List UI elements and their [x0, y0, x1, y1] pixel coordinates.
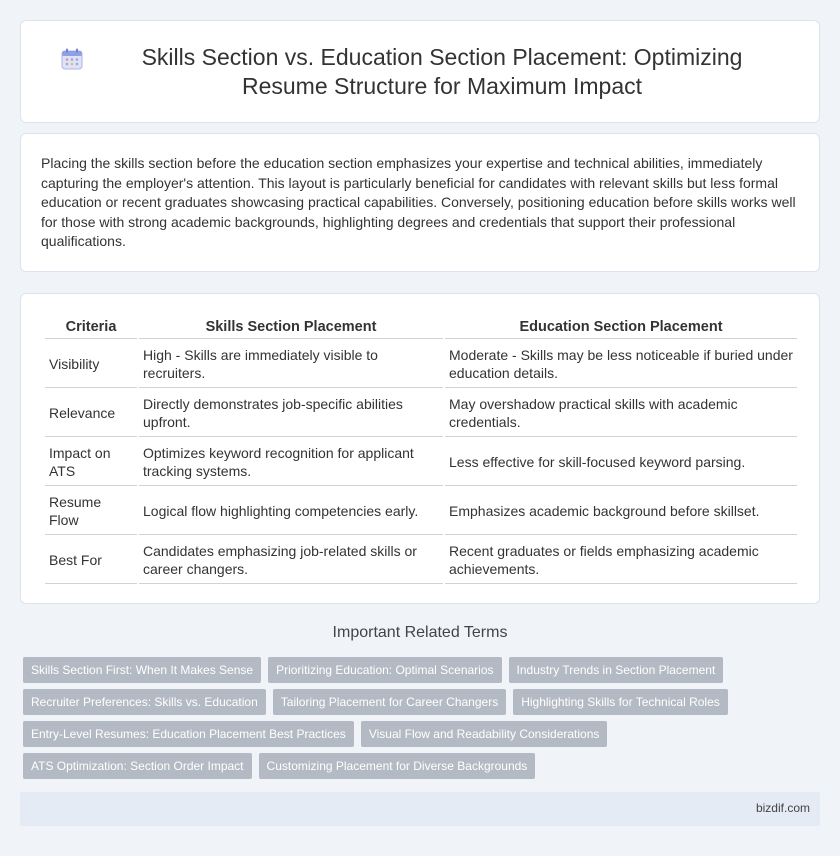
- table-row: [45, 341, 797, 388]
- header-skills-placement: Skills Section Placement: [139, 316, 443, 339]
- skills-cell: Optimizes keyword recognition for applicant tracking systems.: [139, 439, 443, 486]
- table-row: [45, 439, 797, 486]
- title-card: [20, 20, 820, 123]
- skills-cell: Directly demonstrates job-specific abilities upfront.: [139, 390, 443, 437]
- related-term-tag[interactable]: Highlighting Skills for Technical Roles: [513, 689, 728, 715]
- footer: [20, 792, 820, 826]
- page-title: Skills Section vs. Education Section Placement: Optimizing Resume Structure for Maximum Impact: [141, 43, 743, 99]
- education-cell: Emphasizes academic background before skillset.: [445, 488, 797, 535]
- table-row: [45, 537, 797, 584]
- footer-brand[interactable]: bizdif.com: [755, 801, 810, 815]
- related-term-tag[interactable]: Industry Trends in Section Placement: [509, 657, 724, 683]
- criteria-cell: Relevance: [45, 390, 137, 437]
- education-cell: Moderate - Skills may be less noticeable if buried under education details.: [445, 341, 797, 388]
- criteria-cell: Best For: [45, 537, 137, 584]
- header-education-placement: Education Section Placement: [445, 316, 797, 339]
- skills-cell: Logical flow highlighting competencies early.: [139, 488, 443, 535]
- related-term-tag[interactable]: Customizing Placement for Diverse Backgrounds: [259, 753, 536, 779]
- criteria-cell: Visibility: [45, 341, 137, 388]
- education-cell: May overshadow practical skills with academic credentials.: [445, 390, 797, 437]
- table-row: [45, 390, 797, 437]
- related-term-tag[interactable]: Recruiter Preferences: Skills vs. Education: [23, 689, 266, 715]
- skills-cell: Candidates emphasizing job-related skills or career changers.: [139, 537, 443, 584]
- related-term-tag[interactable]: Entry-Level Resumes: Education Placement Best Practices: [23, 721, 354, 747]
- education-cell: Less effective for skill-focused keyword parsing.: [445, 439, 797, 486]
- related-terms-list: [23, 657, 803, 785]
- related-term-tag[interactable]: Prioritizing Education: Optimal Scenarios: [268, 657, 501, 683]
- header-criteria: Criteria: [45, 316, 137, 339]
- related-term-tag[interactable]: Skills Section First: When It Makes Sense: [23, 657, 261, 683]
- table-row: [45, 488, 797, 535]
- intro-card: [20, 133, 820, 272]
- calendar-icon: [61, 48, 83, 70]
- related-term-tag[interactable]: Tailoring Placement for Career Changers: [273, 689, 506, 715]
- comparison-table: [43, 314, 799, 586]
- related-term-tag[interactable]: ATS Optimization: Section Order Impact: [23, 753, 252, 779]
- criteria-cell: Impact on ATS: [45, 439, 137, 486]
- intro-paragraph: Placing the skills section before the education section emphasizes your expertise and technical abilities, immediately capturing the employer's attention. This layout is particularly beneficial for candidates with relevant skills but less formal education or recent graduates showcasing practical capabilities. Conversely, positioning education before skills works well for those with strong academic backgrounds, highlighting degrees and credentials that support their professional qualifications.: [41, 155, 796, 250]
- comparison-table-card: [20, 293, 820, 604]
- skills-cell: High - Skills are immediately visible to recruiters.: [139, 341, 443, 388]
- related-terms-heading: Important Related Terms: [332, 624, 508, 641]
- table-header-row: [45, 316, 797, 339]
- related-term-tag[interactable]: Visual Flow and Readability Considerations: [361, 721, 608, 747]
- education-cell: Recent graduates or fields emphasizing academic achievements.: [445, 537, 797, 584]
- criteria-cell: Resume Flow: [45, 488, 137, 535]
